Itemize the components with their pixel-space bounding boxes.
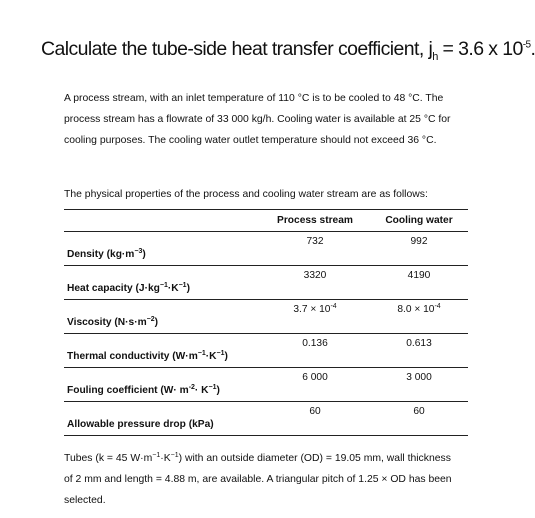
paragraph-line: Tubes (k = 45 $W\cdot m^{-1}\cdot K^{-1}$) with an outside diameter (OD) = 19.05 mm, wall thickness: [64, 452, 451, 464]
property-name: Viscosity $(N\cdot s\cdot m^{-2})$: [64, 300, 260, 334]
process-value: 732: [260, 232, 370, 266]
table-intro: The physical properties of the process and cooling water stream are as follows:: [64, 189, 428, 200]
header-cooling-water: Cooling water: [370, 210, 468, 232]
paragraph-line: process stream has a flowrate of 33 000 kg/h. Cooling water is available at 25 °C for: [64, 114, 451, 125]
paragraph-line: cooling purposes. The cooling water outlet temperature should not exceed 36 °C.: [64, 135, 437, 146]
property-name: Heat capacity $(J\cdot kg^{-1}\cdot K^{-1})$: [64, 266, 260, 300]
process-value: 0.136: [260, 334, 370, 368]
property-name: Allowable pressure drop (kPa): [64, 402, 260, 436]
header-property: [64, 210, 260, 232]
cooling-value: 992: [370, 232, 468, 266]
table-row: [64, 368, 468, 402]
table-header-row: [64, 210, 468, 232]
process-value: $3.7 \times 10^{-4}$: [260, 300, 370, 334]
property-name: Thermal conductivity $(W\cdot m^{-1}\cdot K^{-1})$: [64, 334, 260, 368]
paragraph-line: A process stream, with an inlet temperature of 110 °C is to be cooled to 48 °C. The: [64, 93, 444, 104]
cooling-value: $8.0 \times 10^{-4}$: [370, 300, 468, 334]
table-row: [64, 300, 468, 334]
tube-specification: [64, 448, 452, 511]
cooling-value: 3 000: [370, 368, 468, 402]
header-process-stream: Process stream: [260, 210, 370, 232]
table-row: [64, 402, 468, 436]
cooling-value: 4190: [370, 266, 468, 300]
process-value: 3320: [260, 266, 370, 300]
property-name: Density $(kg\cdot m^{-3})$: [64, 232, 260, 266]
process-value: 6 000: [260, 368, 370, 402]
problem-description: [64, 88, 451, 151]
table-row: [64, 232, 468, 266]
paragraph-line: of 2 mm and length = 4.88 m, are available. A triangular pitch of 1.25 × OD has been: [64, 474, 452, 485]
physical-properties-table: [64, 209, 468, 436]
paragraph-line: selected.: [64, 495, 106, 506]
process-value: 60: [260, 402, 370, 436]
question-title: Calculate the tube-side heat transfer coefficient, $j_h = 3.6$ x $10^{-5}$.: [41, 38, 535, 63]
table-row: [64, 334, 468, 368]
table-row: [64, 266, 468, 300]
cooling-value: 60: [370, 402, 468, 436]
property-name: Fouling coefficient $(W\cdot m^{-2}\cdot K^{-1})$: [64, 368, 260, 402]
cooling-value: 0.613: [370, 334, 468, 368]
